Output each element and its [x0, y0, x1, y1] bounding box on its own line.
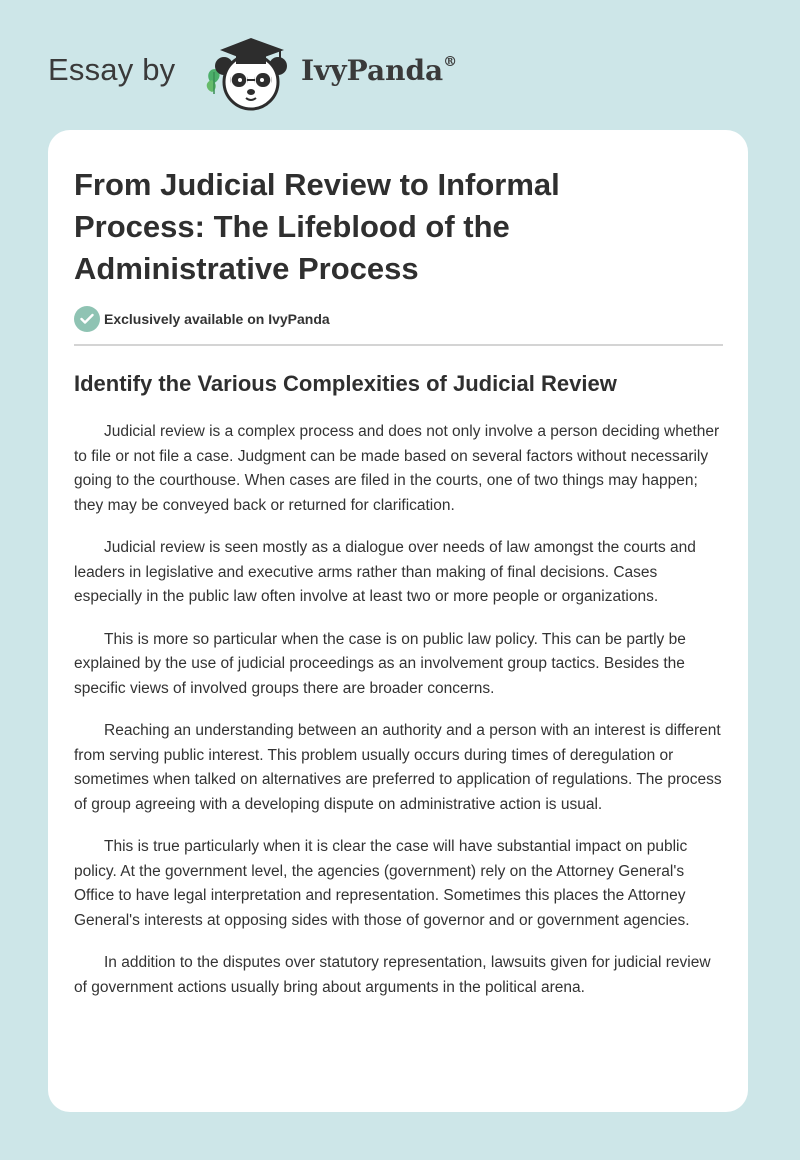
- page-title: From Judicial Review to Informal Process: The Lifeblood of the Administrative Process: [74, 167, 560, 286]
- section-heading: Identify the Various Complexities of Judicial Review: [74, 371, 617, 396]
- badge-label: Exclusively available on IvyPanda: [104, 311, 330, 327]
- paragraph: Judicial review is a complex process and does not only involve a person deciding whether to file or not file a case. Judgment can be made based on several factors without necessarily going to the courthouse. When cases are filed in the courts, one of two things may happen; they may be conveyed back or returned for clarification.: [74, 423, 720, 514]
- paragraph: Judicial review is seen mostly as a dialogue over needs of law amongst the courts and leaders in legislative and executive arms rather than making of final decisions. Cases especially in the public law often involve at least two or more people or organizations.: [74, 539, 696, 605]
- paragraph: In addition to the disputes over statutory representation, lawsuits given for judicial review of government actions usually bring about arguments in the political arena.: [74, 954, 711, 996]
- article-body: [74, 420, 724, 1018]
- brand-prefix: Essay by: [48, 52, 176, 87]
- check-icon: [74, 306, 100, 332]
- panda-graduate-logo-icon: [202, 32, 300, 112]
- divider: [74, 344, 723, 346]
- paragraph: This is more so particular when the case is on public law policy. This can be partly be explained by the use of judicial proceedings as an involvement group tactics. Besides the specific views of involved groups there are broader concerns.: [74, 630, 686, 697]
- article-card: [48, 130, 748, 1112]
- paragraph: Reaching an understanding between an authority and a person with an interest is different from serving public interest. This problem usually occurs during times of deregulation or sometimes when talked on alternatives are preferred to application of regulations. The process of group agreeing with a developing dispute on administrative action is usual.: [74, 722, 722, 813]
- paragraph: This is true particularly when it is clear the case will have substantial impact on public policy. At the government level, the agencies (government) rely on the Attorney General's Office to have legal interpretation and representation. Sometimes this places the Attorney General's interests at opposing sides with those of governor and or government agencies.: [74, 838, 690, 929]
- brand-header: [48, 32, 548, 112]
- brand-name: IvyPanda®: [301, 53, 458, 87]
